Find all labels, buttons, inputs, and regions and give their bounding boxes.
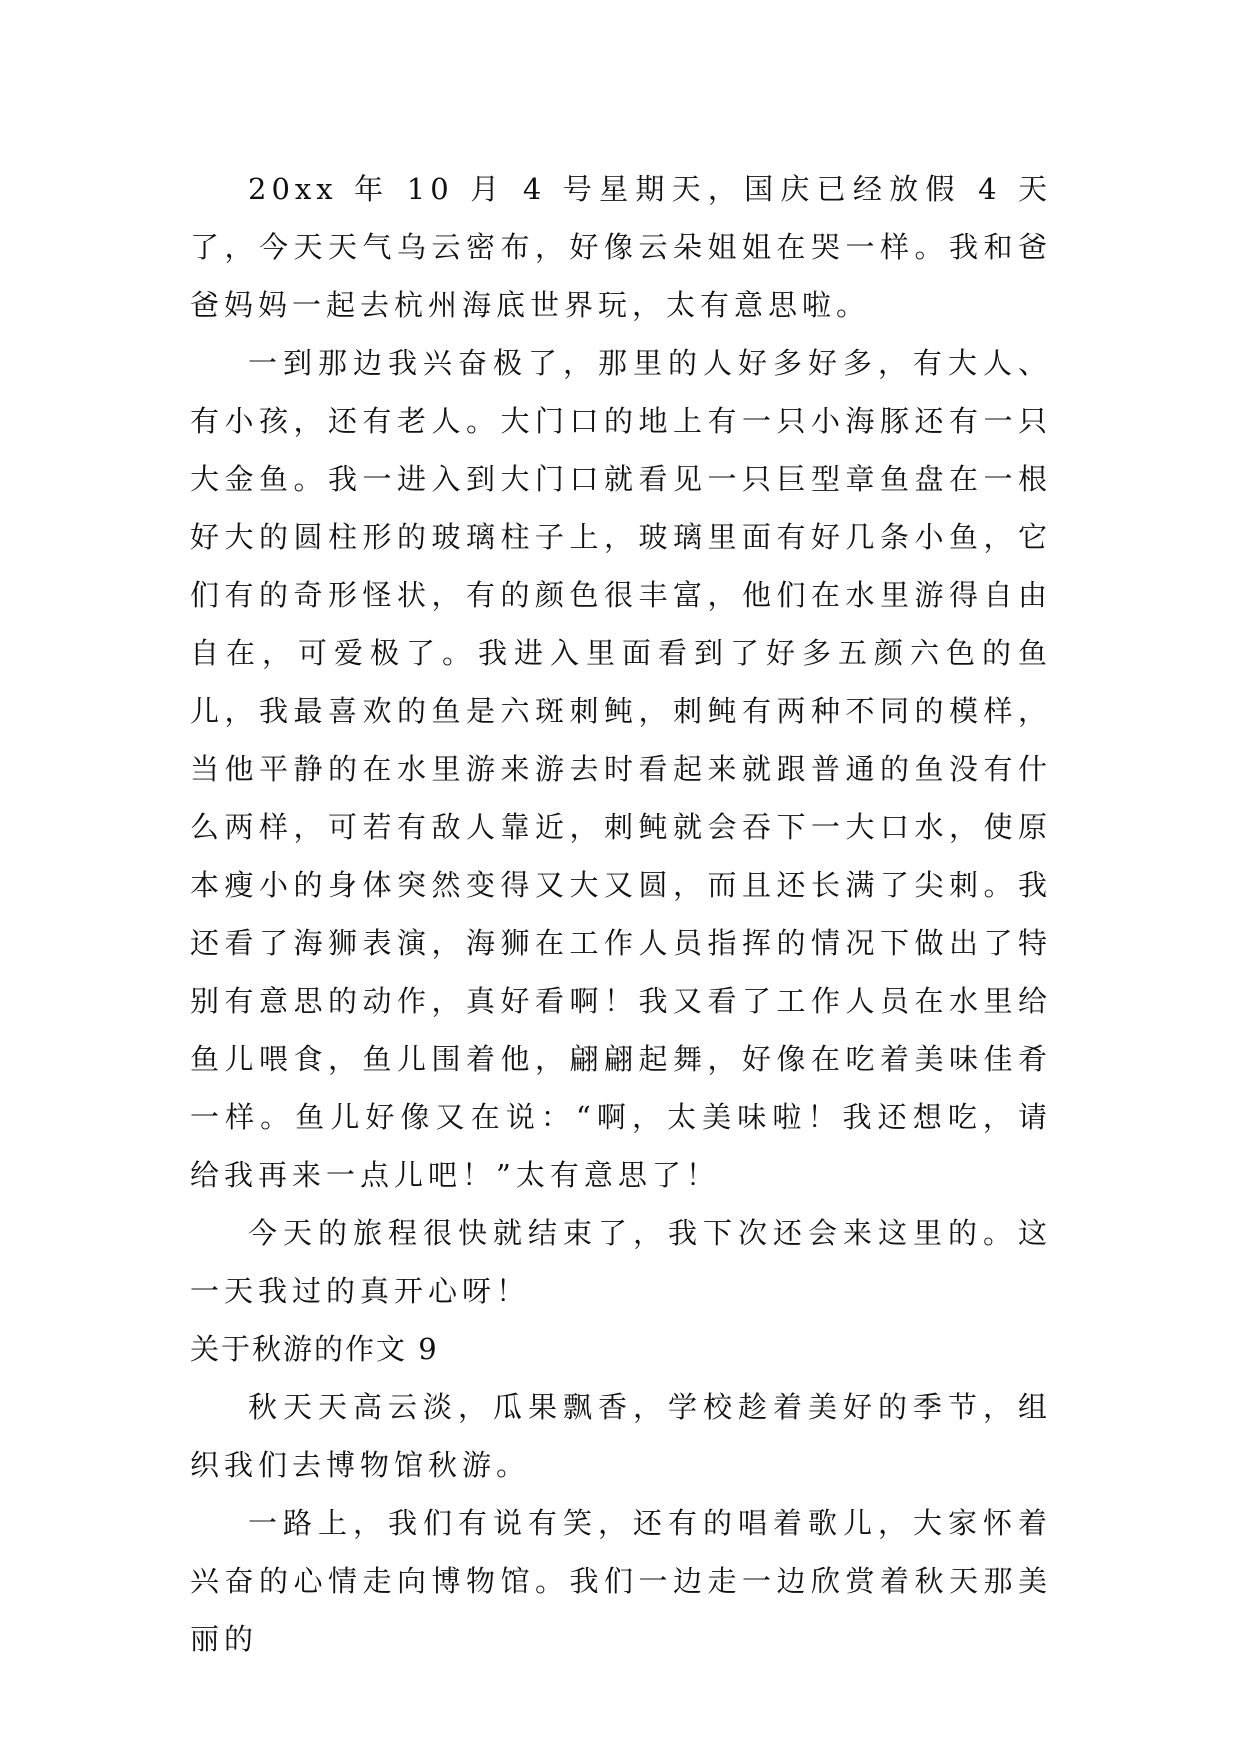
paragraph-national-day-trip: 20xx 年 10 月 4 号星期天，国庆已经放假 4 天了，今天天气乌云密布，好像云朵姐姐在哭一样。我和爸爸妈妈一起去杭州海底世界玩，太有意思啦。 — [190, 172, 1052, 322]
paragraph-autumn-intro: 秋天天高云淡，瓜果飘香，学校趁着美好的季节，组织我们去博物馆秋游。 — [190, 1390, 1052, 1482]
paragraph-on-the-road: 一路上，我们有说有笑，还有的唱着歌儿，大家怀着兴奋的心情走向博物馆。我们一边走一边欣赏着秋天那美丽的 — [190, 1506, 1052, 1656]
section-title: 关于秋游的作文 9 — [190, 1332, 439, 1366]
paragraph-aquarium-visit: 一到那边我兴奋极了，那里的人好多好多，有大人、有小孩，还有老人。大门口的地上有一只小海豚还有一只大金鱼。我一进入到大门口就看见一只巨型章鱼盘在一根好大的圆柱形的玻璃柱子上，玻璃里面有好几条小鱼，它们有的奇形怪状，有的颜色很丰富，他们在水里游得自由自在，可爱极了。我进入里面看到了好多五颜六色的鱼儿，我最喜欢的鱼是六斑刺鲀，刺鲀有两种不同的模样，当他平静的在水里游来游去时看起来就跟普通的鱼没有什么两样，可若有敌人靠近，刺鲀就会吞下一大口水，使原本瘦小的身体突然变得又大又圆，而且还长满了尖刺。我还看了海狮表演，海狮在工作人员指挥的情况下做出了特别有意思的动作，真好看啊！我又看了工作人员在水里给鱼儿喂食，鱼儿围着他，翩翩起舞，好像在吃着美味佳肴一样。鱼儿好像又在说：“啊，太美味啦！我还想吃，请给我再来一点儿吧！”太有意思了！ — [190, 346, 1052, 1192]
document-body — [190, 160, 1052, 1668]
paragraph-trip-ending: 今天的旅程很快就结束了，我下次还会来这里的。这一天我过的真开心呀！ — [190, 1216, 1052, 1308]
